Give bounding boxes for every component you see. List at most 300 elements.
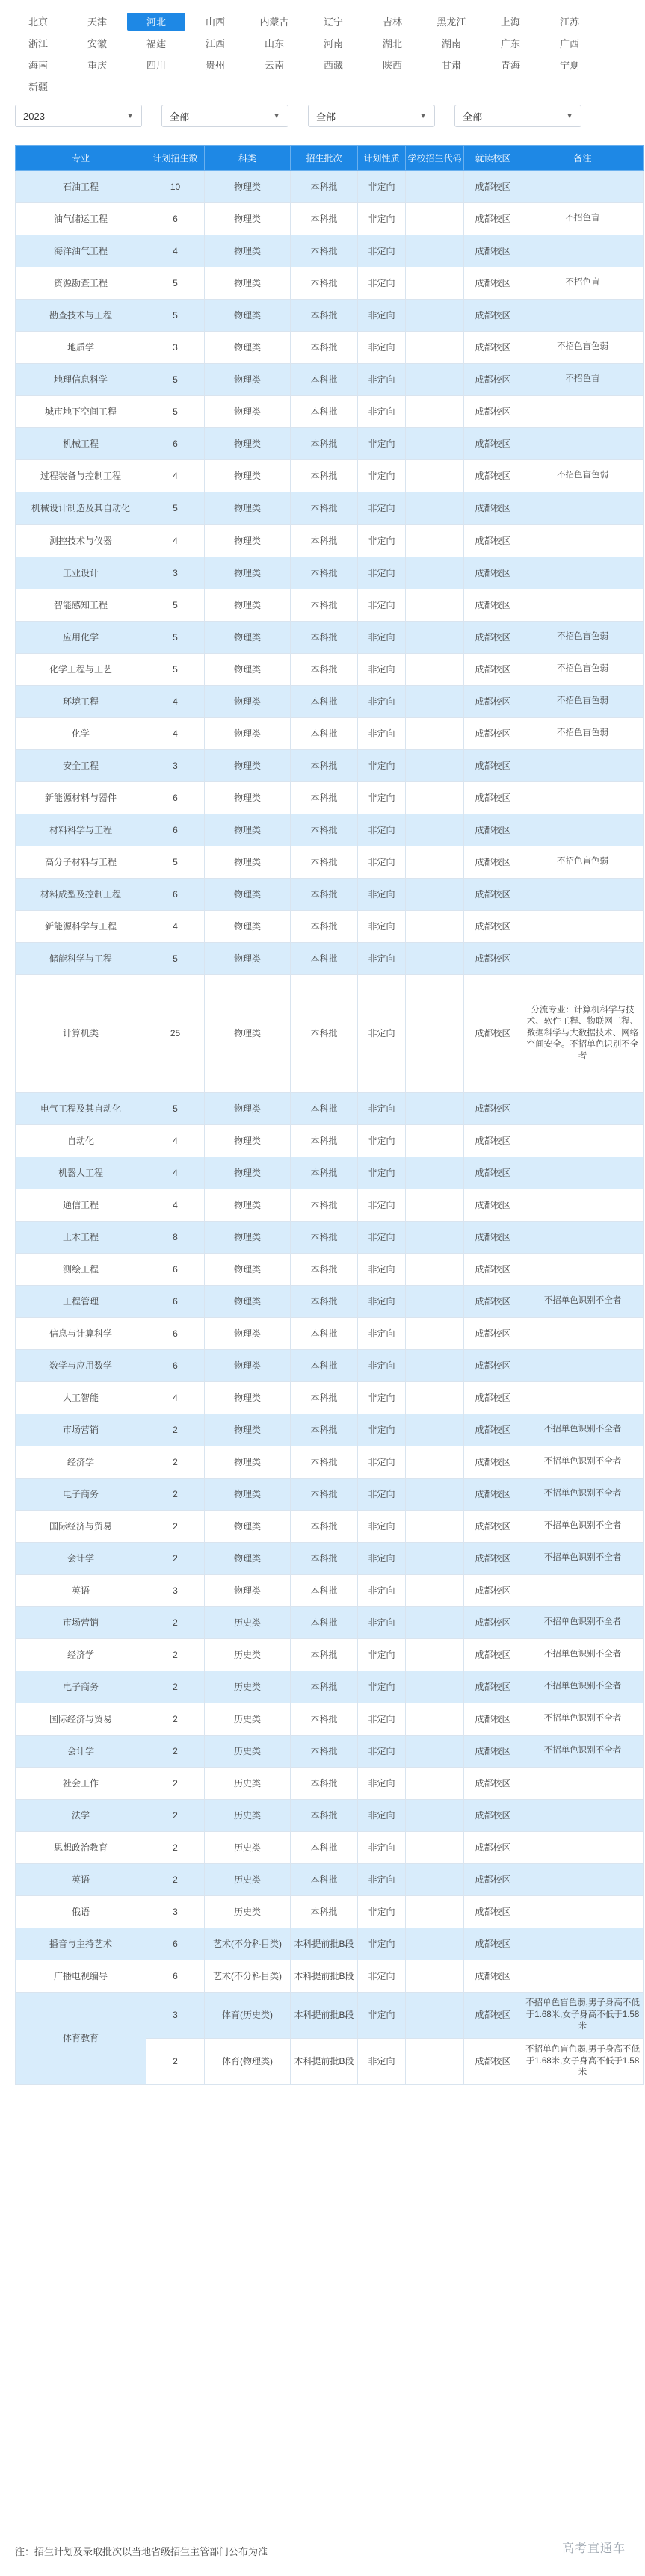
cell-note: 不招色盲色弱 (522, 686, 644, 718)
table-row (16, 622, 644, 654)
cell-count: 5 (146, 364, 205, 396)
cell-note: 不招色盲色弱 (522, 460, 644, 492)
cell-code (406, 1993, 464, 2039)
cell-major: 数学与应用数学 (16, 1350, 146, 1382)
province-selector (9, 10, 637, 97)
cell-note: 不招单色识别不全者 (522, 1286, 644, 1318)
cell-subject: 艺术(不分科目类) (205, 1928, 291, 1960)
cell-count: 3 (146, 1993, 205, 2039)
province-item[interactable]: 甘肃 (441, 60, 461, 71)
cell-batch: 本科批 (291, 1864, 358, 1896)
cell-code (406, 1928, 464, 1960)
cell-subject: 物理类 (205, 1318, 291, 1350)
cell-code (406, 622, 464, 654)
cell-nature: 非定向 (358, 1671, 406, 1703)
cell-major: 广播电视编导 (16, 1960, 146, 1993)
cell-note (522, 300, 644, 332)
col-header-code: 学校招生代码 (406, 146, 464, 171)
table-row (16, 300, 644, 332)
cell-note (522, 235, 644, 267)
cell-major: 高分子材料与工程 (16, 846, 146, 879)
cell-batch: 本科批 (291, 492, 358, 525)
filter-bar (15, 105, 628, 127)
province-item[interactable]: 河南 (323, 38, 343, 49)
cell-nature: 非定向 (358, 1157, 406, 1189)
cell-code (406, 492, 464, 525)
cell-count: 2 (146, 1703, 205, 1736)
province-item[interactable]: 新疆 (28, 81, 48, 93)
cell-count: 4 (146, 686, 205, 718)
cell-batch: 本科批 (291, 686, 358, 718)
cell-nature: 非定向 (358, 171, 406, 203)
table-row (16, 1254, 644, 1286)
table-row (16, 171, 644, 203)
cell-count: 2 (146, 1768, 205, 1800)
cell-code (406, 1671, 464, 1703)
cell-major: 过程装备与控制工程 (16, 460, 146, 492)
cell-nature: 非定向 (358, 846, 406, 879)
cell-campus: 成都校区 (464, 1318, 522, 1350)
cell-code (406, 718, 464, 750)
cell-note (522, 1222, 644, 1254)
cell-batch: 本科批 (291, 1318, 358, 1350)
cell-count: 5 (146, 1093, 205, 1125)
cell-major: 安全工程 (16, 750, 146, 782)
table-row (16, 1189, 644, 1222)
cell-code (406, 1125, 464, 1157)
cell-code (406, 1864, 464, 1896)
cell-campus: 成都校区 (464, 1446, 522, 1479)
cell-code (406, 235, 464, 267)
cell-code (406, 654, 464, 686)
province-item[interactable]: 北京 (28, 16, 48, 28)
cell-campus: 成都校区 (464, 1414, 522, 1446)
cell-campus: 成都校区 (464, 1864, 522, 1896)
cell-subject: 物理类 (205, 846, 291, 879)
cell-batch: 本科批 (291, 750, 358, 782)
cell-batch: 本科批 (291, 332, 358, 364)
table-row (16, 1479, 644, 1511)
table-row (16, 879, 644, 911)
cell-count: 6 (146, 879, 205, 911)
table-row (16, 1928, 644, 1960)
cell-note: 不招色盲色弱 (522, 718, 644, 750)
cell-nature: 非定向 (358, 235, 406, 267)
cell-code (406, 943, 464, 975)
cell-batch: 本科批 (291, 782, 358, 814)
province-item[interactable]: 宁夏 (559, 60, 579, 71)
cell-code (406, 1768, 464, 1800)
cell-campus: 成都校区 (464, 235, 522, 267)
cell-major: 社会工作 (16, 1768, 146, 1800)
cell-subject: 物理类 (205, 654, 291, 686)
cell-code (406, 1639, 464, 1671)
cell-campus: 成都校区 (464, 203, 522, 235)
cell-batch: 本科批 (291, 975, 358, 1093)
cell-campus: 成都校区 (464, 492, 522, 525)
cell-major: 地理信息科学 (16, 364, 146, 396)
cell-count: 5 (146, 396, 205, 428)
cell-nature: 非定向 (358, 1832, 406, 1864)
cell-nature: 非定向 (358, 654, 406, 686)
cell-count: 2 (146, 1639, 205, 1671)
cell-campus: 成都校区 (464, 2039, 522, 2085)
table-row (16, 654, 644, 686)
table-row (16, 1125, 644, 1157)
cell-batch: 本科批 (291, 1543, 358, 1575)
cell-subject: 物理类 (205, 1157, 291, 1189)
cell-major: 勘查技术与工程 (16, 300, 146, 332)
chevron-down-icon: ▼ (566, 111, 573, 120)
cell-batch: 本科批 (291, 1093, 358, 1125)
cell-subject: 历史类 (205, 1768, 291, 1800)
cell-nature: 非定向 (358, 1254, 406, 1286)
cell-code (406, 1575, 464, 1607)
cell-nature: 非定向 (358, 364, 406, 396)
cell-subject: 体育(历史类) (205, 1993, 291, 2039)
cell-nature: 非定向 (358, 1189, 406, 1222)
cell-count: 6 (146, 1350, 205, 1382)
table-row (16, 1414, 644, 1446)
cell-note (522, 1575, 644, 1607)
cell-nature: 非定向 (358, 1768, 406, 1800)
cell-nature: 非定向 (358, 2039, 406, 2085)
brand-watermark: 高考直通车 (561, 2542, 626, 2555)
col-header-campus: 就读校区 (464, 146, 522, 171)
cell-code (406, 686, 464, 718)
cell-code (406, 1511, 464, 1543)
table-row (16, 1768, 644, 1800)
cell-note (522, 814, 644, 846)
cell-batch: 本科批 (291, 1736, 358, 1768)
cell-batch: 本科批 (291, 1125, 358, 1157)
cell-campus: 成都校区 (464, 1575, 522, 1607)
cell-note: 不招单色识别不全者 (522, 1414, 644, 1446)
table-row (16, 1736, 644, 1768)
enrollment-plan-table (15, 145, 643, 2085)
province-item[interactable]: 辽宁 (323, 16, 343, 28)
province-item[interactable]: 青海 (500, 60, 520, 71)
cell-subject: 物理类 (205, 686, 291, 718)
cell-subject: 物理类 (205, 203, 291, 235)
province-item[interactable]: 吉林 (382, 16, 402, 28)
cell-campus: 成都校区 (464, 846, 522, 879)
cell-note (522, 557, 644, 589)
cell-nature: 非定向 (358, 428, 406, 460)
table-row (16, 396, 644, 428)
cell-code (406, 364, 464, 396)
table-row (16, 1703, 644, 1736)
cell-campus: 成都校区 (464, 782, 522, 814)
category-select[interactable] (161, 105, 288, 127)
cell-note (522, 1125, 644, 1157)
cell-note (522, 1157, 644, 1189)
cell-count: 4 (146, 1157, 205, 1189)
province-item[interactable]: 浙江 (28, 38, 48, 49)
cell-note (522, 396, 644, 428)
cell-nature: 非定向 (358, 1382, 406, 1414)
cell-subject: 物理类 (205, 943, 291, 975)
cell-campus: 成都校区 (464, 1736, 522, 1768)
cell-subject: 物理类 (205, 1125, 291, 1157)
cell-count: 2 (146, 1671, 205, 1703)
cell-subject: 物理类 (205, 1511, 291, 1543)
province-item[interactable]: 广东 (500, 38, 520, 49)
province-item[interactable]: 四川 (146, 60, 166, 71)
province-item[interactable]: 江苏 (559, 16, 579, 28)
cell-nature: 非定向 (358, 589, 406, 622)
table-row (16, 718, 644, 750)
province-item[interactable]: 天津 (87, 16, 107, 28)
cell-count: 6 (146, 1286, 205, 1318)
cell-nature: 非定向 (358, 718, 406, 750)
cell-code (406, 1703, 464, 1736)
table-row (16, 943, 644, 975)
cell-count: 10 (146, 171, 205, 203)
cell-major: 石油工程 (16, 171, 146, 203)
cell-code (406, 332, 464, 364)
cell-batch: 本科批 (291, 1189, 358, 1222)
cell-nature: 非定向 (358, 1414, 406, 1446)
cell-nature: 非定向 (358, 943, 406, 975)
cell-count: 8 (146, 1222, 205, 1254)
cell-count: 4 (146, 718, 205, 750)
table-row (16, 782, 644, 814)
cell-campus: 成都校区 (464, 557, 522, 589)
cell-code (406, 1607, 464, 1639)
cell-major: 测控技术与仪器 (16, 525, 146, 557)
col-header-batch: 招生批次 (291, 146, 358, 171)
province-item[interactable]: 河北 (127, 13, 185, 31)
cell-nature: 非定向 (358, 911, 406, 943)
cell-code (406, 1736, 464, 1768)
province-item[interactable]: 内蒙古 (259, 16, 289, 28)
table-row (16, 750, 644, 782)
col-header-nature: 计划性质 (358, 146, 406, 171)
cell-subject: 物理类 (205, 364, 291, 396)
cell-code (406, 557, 464, 589)
cell-count: 3 (146, 750, 205, 782)
cell-campus: 成都校区 (464, 1800, 522, 1832)
cell-batch: 本科批 (291, 1800, 358, 1832)
province-item[interactable]: 广西 (559, 38, 579, 49)
cell-note (522, 1768, 644, 1800)
cell-batch: 本科批 (291, 1639, 358, 1671)
cell-nature: 非定向 (358, 396, 406, 428)
cell-major: 电气工程及其自动化 (16, 1093, 146, 1125)
cell-major: 城市地下空间工程 (16, 396, 146, 428)
cell-subject: 物理类 (205, 332, 291, 364)
cell-nature: 非定向 (358, 1703, 406, 1736)
cell-subject: 历史类 (205, 1607, 291, 1639)
province-item[interactable]: 江西 (205, 38, 225, 49)
cell-code (406, 1414, 464, 1446)
cell-nature: 非定向 (358, 460, 406, 492)
province-item[interactable]: 西藏 (323, 60, 343, 71)
cell-major: 体育教育 (16, 1993, 146, 2085)
cell-note: 不招色盲色弱 (522, 846, 644, 879)
table-row (16, 460, 644, 492)
table-row (16, 1993, 644, 2039)
cell-campus: 成都校区 (464, 718, 522, 750)
table-row (16, 1864, 644, 1896)
cell-subject: 历史类 (205, 1832, 291, 1864)
cell-code (406, 846, 464, 879)
cell-note (522, 1189, 644, 1222)
cell-note (522, 911, 644, 943)
province-item[interactable]: 湖南 (441, 38, 461, 49)
table-row (16, 1511, 644, 1543)
batch-select[interactable] (308, 105, 435, 127)
table-row (16, 975, 644, 1093)
cell-nature: 非定向 (358, 1575, 406, 1607)
cell-subject: 物理类 (205, 622, 291, 654)
cell-subject: 物理类 (205, 1479, 291, 1511)
cell-nature: 非定向 (358, 1125, 406, 1157)
cell-campus: 成都校区 (464, 1254, 522, 1286)
cell-count: 5 (146, 846, 205, 879)
cell-subject: 物理类 (205, 1414, 291, 1446)
cell-note: 不招单色识别不全者 (522, 1511, 644, 1543)
cell-campus: 成都校区 (464, 1993, 522, 2039)
cell-count: 6 (146, 814, 205, 846)
cell-batch: 本科提前批B段 (291, 1928, 358, 1960)
cell-batch: 本科批 (291, 1446, 358, 1479)
cell-subject: 物理类 (205, 718, 291, 750)
type-select[interactable] (454, 105, 581, 127)
table-row (16, 1575, 644, 1607)
cell-major: 国际经济与贸易 (16, 1511, 146, 1543)
cell-nature: 非定向 (358, 622, 406, 654)
province-item[interactable]: 陕西 (382, 60, 402, 71)
province-item[interactable]: 湖北 (382, 38, 402, 49)
cell-subject: 物理类 (205, 1222, 291, 1254)
cell-major: 新能源材料与器件 (16, 782, 146, 814)
cell-code (406, 975, 464, 1093)
province-item[interactable]: 上海 (500, 16, 520, 28)
province-item[interactable]: 安徽 (87, 38, 107, 49)
province-item[interactable]: 云南 (264, 60, 284, 71)
cell-major: 测绘工程 (16, 1254, 146, 1286)
table-row (16, 1350, 644, 1382)
cell-batch: 本科提前批B段 (291, 1960, 358, 1993)
table-row (16, 1318, 644, 1350)
cell-count: 3 (146, 1896, 205, 1928)
table-body (16, 171, 644, 2085)
cell-major: 材料科学与工程 (16, 814, 146, 846)
cell-campus: 成都校区 (464, 622, 522, 654)
year-select[interactable] (15, 105, 142, 127)
province-item[interactable]: 重庆 (87, 60, 107, 71)
province-item[interactable]: 山西 (205, 16, 225, 28)
cell-nature: 非定向 (358, 1736, 406, 1768)
cell-note: 不招单色识别不全者 (522, 1446, 644, 1479)
cell-major: 会计学 (16, 1543, 146, 1575)
table-row (16, 267, 644, 300)
cell-major: 经济学 (16, 1446, 146, 1479)
cell-campus: 成都校区 (464, 1703, 522, 1736)
cell-major: 通信工程 (16, 1189, 146, 1222)
cell-subject: 艺术(不分科目类) (205, 1960, 291, 1993)
cell-subject: 物理类 (205, 782, 291, 814)
cell-batch: 本科批 (291, 235, 358, 267)
cell-major: 土木工程 (16, 1222, 146, 1254)
cell-campus: 成都校区 (464, 300, 522, 332)
cell-batch: 本科批 (291, 203, 358, 235)
cell-batch: 本科批 (291, 364, 358, 396)
cell-nature: 非定向 (358, 1093, 406, 1125)
cell-note: 不招色盲 (522, 267, 644, 300)
cell-major: 油气储运工程 (16, 203, 146, 235)
cell-code (406, 460, 464, 492)
cell-note (522, 1800, 644, 1832)
cell-count: 3 (146, 332, 205, 364)
province-item[interactable]: 贵州 (205, 60, 225, 71)
cell-major: 化学工程与工艺 (16, 654, 146, 686)
cell-nature: 非定向 (358, 1446, 406, 1479)
cell-nature: 非定向 (358, 1864, 406, 1896)
cell-count: 2 (146, 1446, 205, 1479)
table-row (16, 492, 644, 525)
cell-major: 机械工程 (16, 428, 146, 460)
cell-code (406, 1189, 464, 1222)
cell-campus: 成都校区 (464, 1768, 522, 1800)
cell-count: 2 (146, 1511, 205, 1543)
cell-note: 分流专业：计算机科学与技术、软件工程、物联网工程、数据科学与大数据技术、网络空间安全。不招单色识别不全者 (522, 975, 644, 1093)
cell-batch: 本科批 (291, 1768, 358, 1800)
cell-campus: 成都校区 (464, 1511, 522, 1543)
cell-subject: 历史类 (205, 1671, 291, 1703)
cell-subject: 历史类 (205, 1800, 291, 1832)
cell-batch: 本科批 (291, 557, 358, 589)
cell-count: 25 (146, 975, 205, 1093)
cell-campus: 成都校区 (464, 686, 522, 718)
batch-select-value: 全部 (316, 111, 336, 123)
table-row (16, 1157, 644, 1189)
cell-major: 应用化学 (16, 622, 146, 654)
cell-major: 播音与主持艺术 (16, 1928, 146, 1960)
cell-batch: 本科批 (291, 943, 358, 975)
cell-count: 6 (146, 428, 205, 460)
cell-subject: 物理类 (205, 171, 291, 203)
cell-count: 6 (146, 1928, 205, 1960)
province-item[interactable]: 山东 (264, 38, 284, 49)
table-row (16, 1607, 644, 1639)
table-row (16, 1286, 644, 1318)
cell-campus: 成都校区 (464, 525, 522, 557)
table-row (16, 1446, 644, 1479)
cell-note (522, 589, 644, 622)
province-item[interactable]: 福建 (146, 38, 166, 49)
cell-subject: 物理类 (205, 879, 291, 911)
table-row (16, 1222, 644, 1254)
cell-note (522, 1928, 644, 1960)
chevron-down-icon: ▼ (126, 111, 134, 120)
cell-subject: 物理类 (205, 1446, 291, 1479)
cell-note: 不招单色盲色弱,男子身高不低于1.68米,女子身高不低于1.58米 (522, 1993, 644, 2039)
cell-batch: 本科批 (291, 1703, 358, 1736)
cell-count: 6 (146, 1960, 205, 1993)
province-item[interactable]: 黑龙江 (436, 16, 466, 28)
cell-nature: 非定向 (358, 1543, 406, 1575)
cell-batch: 本科批 (291, 718, 358, 750)
cell-note: 不招单色盲色弱,男子身高不低于1.68米,女子身高不低于1.58米 (522, 2039, 644, 2085)
cell-code (406, 589, 464, 622)
cell-code (406, 2039, 464, 2085)
cell-note (522, 1254, 644, 1286)
province-item[interactable]: 海南 (28, 60, 48, 71)
cell-note: 不招单色识别不全者 (522, 1543, 644, 1575)
